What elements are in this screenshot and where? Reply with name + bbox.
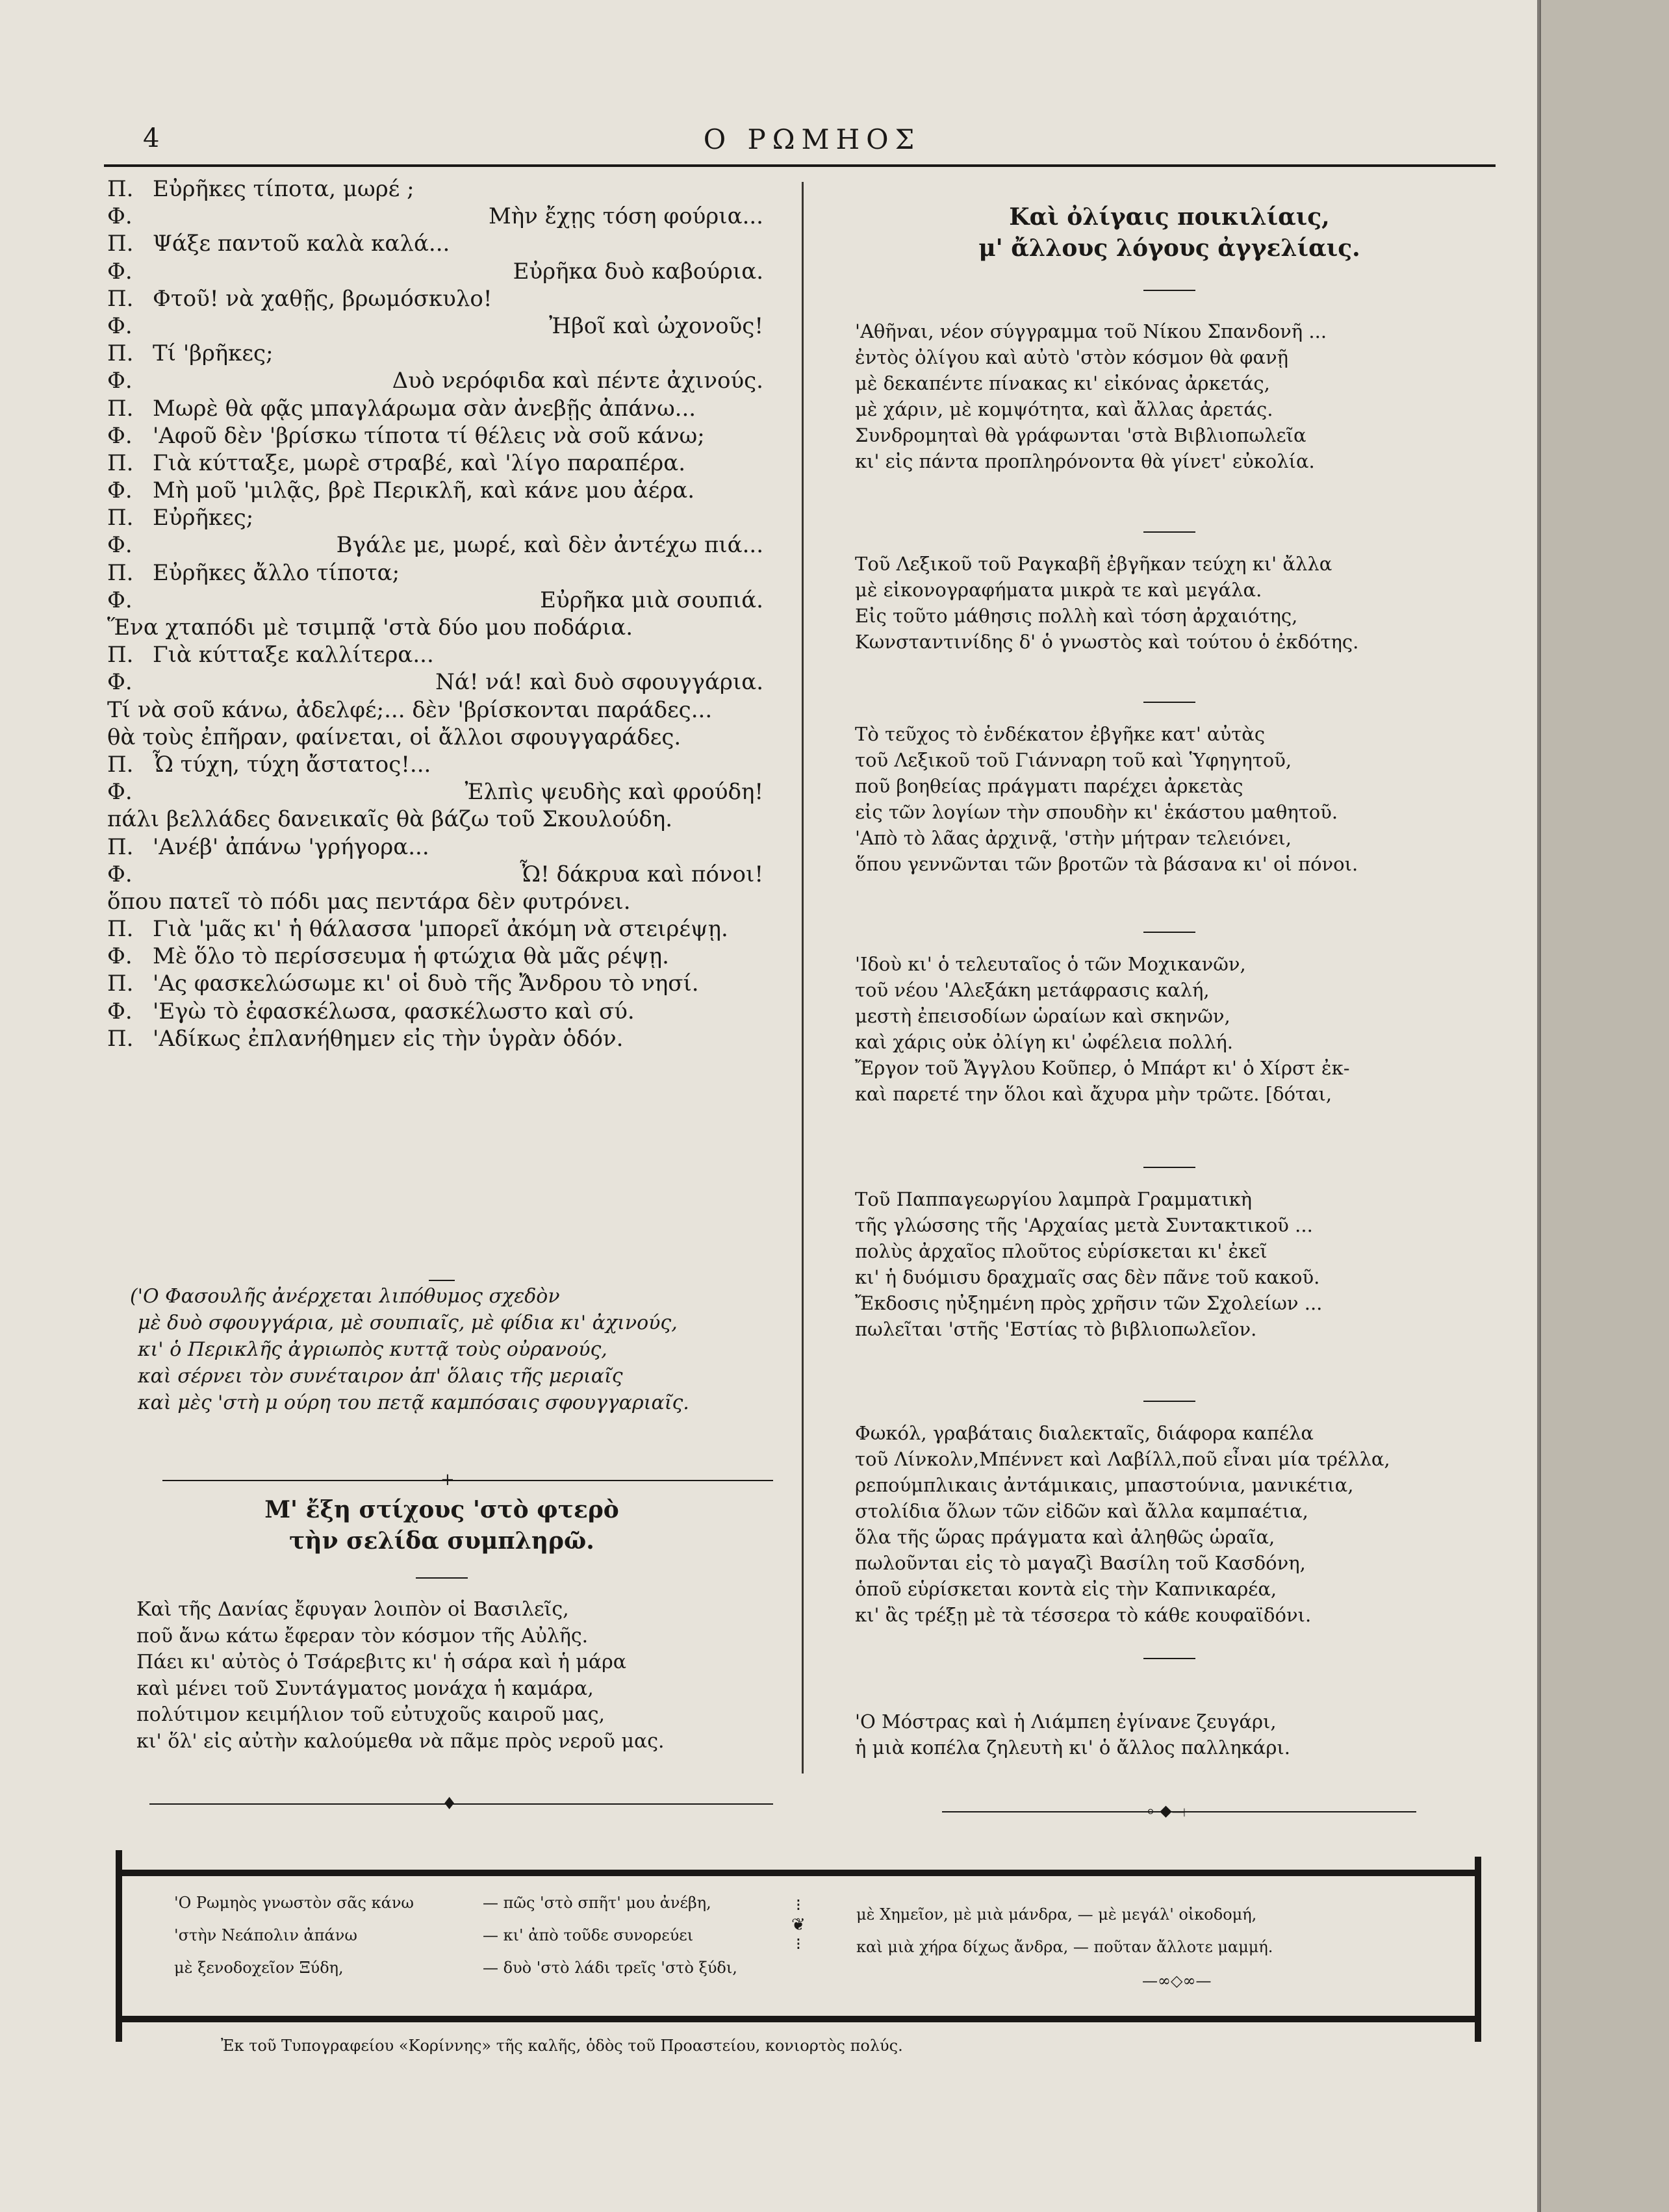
dialogue-text: πάλι βελλάδες δανεικαῖς θὰ βάζω τοῦ Σκουλούδη.: [107, 806, 673, 833]
ad-line: στολίδια ὅλων τῶν εἰδῶν καὶ ἄλλα καμπαέτια,: [855, 1500, 1308, 1522]
dialogue-text: Βγάλε με, μωρέ, καὶ δὲν ἀντέχω πιά...: [336, 532, 763, 559]
printer-imprint: Ἐκ τοῦ Τυπογραφείου «Κορίννης» τῆς καλῆς, ὁδὸς τοῦ Προαστείου, κονιορτὸς πολύς.: [221, 2037, 903, 2055]
notice-line: Ἔκδοσις ηὐξημένη πρὸς χρῆσιν τῶν Σχολείων ...: [855, 1292, 1323, 1314]
speaker-label: Π.: [107, 340, 134, 367]
footer-line: [174, 1954, 737, 1981]
dash-rule: [1143, 531, 1195, 533]
box-right-rule: [1475, 1857, 1481, 2042]
dialogue-text: θὰ τοὺς ἐπῆραν, φαίνεται, οἱ ἄλλοι σφουγγαράδες.: [107, 724, 682, 750]
section-heading: [117, 1494, 767, 1557]
notice-line: 'Ο Μόστρας καὶ ἡ Λιάμπεη ἐγίνανε ζευγάρι,: [855, 1710, 1277, 1733]
box-bottom-rule: [116, 2016, 1481, 2022]
poem-six-lines: [136, 1597, 665, 1755]
notice-line: πωλεῖται 'στῆς 'Εστίας τὸ βιβλιοπωλεῖον.: [855, 1318, 1257, 1340]
footer-line-b: — πῶς 'στὸ σπῆτ' μου ἀνέβη,: [483, 1894, 711, 1912]
dialogue-line: [107, 175, 789, 203]
speaker-label: Π.: [107, 395, 134, 422]
dialogue-line: [107, 531, 789, 559]
footer-line-a: 'Ο Ρωμηὸς γνωστὸν σᾶς κάνω: [174, 1894, 414, 1912]
poem-line: Πάει κι' αὐτὸς ὁ Τσάρεβιτς κι' ἡ σάρα καὶ ἡ μάρα: [136, 1651, 627, 1673]
heading-line: Καὶ ὀλίγαις ποικιλίαις,: [1009, 203, 1330, 231]
dialogue-text: Ὦ τύχη, τύχη ἄστατος!...: [153, 751, 431, 778]
page-header: [130, 123, 1494, 169]
speaker-label: Π.: [107, 1025, 134, 1052]
notice-line: καὶ παρετέ την ὅλοι καὶ ἄχυρα μὴν τρῶτε. [δόται,: [855, 1083, 1332, 1105]
section-rule: [149, 1803, 773, 1805]
footer-line-a: 'στὴν Νεάπολιν ἀπάνω: [174, 1926, 357, 1944]
dialogue-text: Μὴν ἔχῃς τόση φούρια...: [488, 203, 763, 230]
poem-line: πολύτιμον κειμήλιον τοῦ εὐτυχοῦς καιροῦ μας,: [136, 1703, 605, 1726]
dialogue-line: [107, 696, 789, 724]
dialogue-line: [107, 367, 789, 394]
box-left-rule: [116, 1850, 122, 2042]
dialogue-text: Εὐρῆκες;: [153, 505, 254, 531]
speaker-label: Φ.: [107, 998, 133, 1024]
notice-line: μὲ χάριν, μὲ κομψότητα, καὶ ἄλλας ἀρετάς.: [855, 398, 1273, 420]
ad-line: Φωκόλ, γραβάταις διαλεκταῖς, διάφορα καπέλα: [855, 1422, 1314, 1444]
notice-line: 'Απὸ τὸ λᾶας ἀρχινᾷ, 'στὴν μήτραν τελειόνει,: [855, 827, 1292, 849]
dialogue-text: Μὴ μοῦ 'μιλᾷς, βρὲ Περικλῆ, καὶ κάνε μου ἀέρα.: [153, 477, 695, 504]
dash-rule: [1143, 702, 1195, 703]
speaker-label: Π.: [107, 916, 134, 943]
poem-line: ποῦ ἄνω κάτω ἔφεραν τὸν κόσμον τῆς Αὐλῆς.: [136, 1624, 589, 1647]
notice-line: τοῦ Λεξικοῦ τοῦ Γιάνναρη τοῦ καὶ Ὑφηγητοῦ,: [855, 749, 1292, 771]
speaker-label: Φ.: [107, 669, 133, 696]
ad-line: ὅλα τῆς ὥρας πράγματα καὶ ἀληθῶς ὡραῖα,: [855, 1526, 1275, 1548]
speaker-label: Φ.: [107, 368, 133, 394]
dialogue-line: [107, 340, 789, 367]
notice-block: [855, 951, 1350, 1107]
footer-right-line: καὶ μιὰ χήρα δίχως ἄνδρα, — ποῦταν ἄλλοτε μαμμή.: [856, 1938, 1273, 1956]
dialogue-text: Ἐλπὶς ψευδὴς καὶ φρούδη!: [465, 779, 763, 806]
dialogue-line: [107, 477, 789, 504]
dash-rule: [1143, 1658, 1195, 1659]
speaker-label: Φ.: [107, 779, 133, 806]
notice-line: Κωνσταντινίδης δ' ὁ γνωστὸς καὶ τούτου ὁ ἐκδότης.: [855, 631, 1359, 653]
dialogue-text: Τί νὰ σοῦ κάνω, ἀδελφέ;... δὲν 'βρίσκονται παράδες...: [107, 696, 713, 723]
footer-line: [174, 1922, 694, 1949]
dialogue-line: [107, 888, 789, 915]
dialogue-line: [107, 915, 789, 943]
advertisement-block: [855, 1420, 1390, 1628]
notice-line: εἰς τῶν λογίων τὴν σπουδὴν κι' ἑκάστου μαθητοῦ.: [855, 801, 1338, 823]
right-heading: [845, 201, 1494, 264]
section-rule: [162, 1480, 773, 1481]
footer-line-a: μὲ ξενοδοχεῖον Ξύδη,: [174, 1959, 344, 1977]
dialogue-text: Γιὰ κύτταξε καλλίτερα...: [153, 642, 434, 668]
header-rule: [104, 164, 1496, 167]
dialogue-text: 'Ανέβ' ἀπάνω 'γρήγορα...: [153, 833, 429, 860]
notice-line: Εἰς τοῦτο μάθησις πολλὴ καὶ τόση ἀρχαιότης,: [855, 605, 1298, 627]
dialogue-text: Εὐρῆκα μιὰ σουπιά.: [540, 587, 763, 613]
poem-line: καὶ μένει τοῦ Συντάγματος μονάχα ἡ καμάρα,: [136, 1677, 594, 1700]
speaker-label: Φ.: [107, 203, 133, 230]
speaker-label: Φ.: [107, 587, 133, 613]
notice-line: Τοῦ Παππαγεωργίου λαμπρὰ Γραμματικὴ: [855, 1188, 1252, 1210]
notice-line: μὲ δεκαπέντε πίνακας κι' εἰκόνας ἀρκετάς,: [855, 372, 1270, 394]
speaker-label: Π.: [107, 751, 134, 778]
dash-rule: [429, 1280, 455, 1281]
dialogue-text: Μὲ ὅλο τὸ περίσσευμα ἡ φτώχια θὰ μᾶς ρέψῃ.: [153, 943, 669, 970]
notice-line: πολὺς ἀρχαῖος πλοῦτος εὑρίσκεται κι' ἐκεῖ: [855, 1240, 1268, 1262]
notice-line: Συνδρομηταὶ θὰ γράφωνται 'στὰ Βιβλιοπωλεῖα: [855, 424, 1306, 446]
ad-line: ὁποῦ εὑρίσκεται κοντὰ εἰς τὴν Καπνικαρέα,: [855, 1578, 1277, 1600]
stage-line: μὲ δυὸ σφουγγάρια, μὲ σουπιαῖς, μὲ φίδια κι' ἀχινούς,: [138, 1312, 678, 1334]
dash-rule: [1143, 1167, 1195, 1168]
notice-line: τῆς γλώσσης τῆς 'Αρχαίας μετὰ Συντακτικοῦ ...: [855, 1214, 1313, 1236]
dialogue-line: [107, 833, 789, 861]
notice-line: Ἔργον τοῦ Ἄγγλου Κοῦπερ, ὁ Μπάρτ κι' ὁ Χίρστ ἐκ-: [855, 1057, 1350, 1079]
stage-line: καὶ μὲς 'στὴ μ ούρη του πετᾷ καμπόσαις σφουγγαριαῖς.: [138, 1392, 689, 1414]
column-divider: [802, 182, 804, 1773]
dialogue-text: 'Αδίκως ἐπλανήθημεν εἰς τὴν ὑγρὰν ὁδόν.: [153, 1025, 624, 1052]
masthead: Ο ΡΩΜΗΟΣ: [703, 123, 921, 155]
box-top-rule: [116, 1870, 1481, 1876]
page-number: 4: [143, 123, 160, 153]
dialogue-text: 'Εγὼ τὸ ἐφασκέλωσα, φασκέλωστο καὶ σύ.: [153, 998, 635, 1024]
poem-line: Καὶ τῆς Δανίας ἔφυγαν λοιπὸν οἱ Βασιλεῖς,: [136, 1598, 569, 1621]
dash-rule: [1143, 1401, 1195, 1402]
speaker-label: Π.: [107, 176, 134, 202]
notice-line: ὅπου γεννῶνται τῶν βροτῶν τὰ βάσανα κι' οἱ πόνοι.: [855, 853, 1358, 875]
dialogue-line: [107, 943, 789, 970]
footer-notice-box: [116, 1870, 1481, 2022]
speaker-label: Π.: [107, 971, 134, 997]
dash-rule: [416, 1577, 468, 1579]
footer-line-b: — δυὸ 'στὸ λάδι τρεῖς 'στὸ ξύδι,: [483, 1959, 737, 1977]
dash-rule: [1143, 932, 1195, 933]
dialogue-text: Γιὰ κύτταξε, μωρὲ στραβέ, καὶ 'λίγο παραπέρα.: [153, 450, 686, 476]
dialogue-text: Εὐρῆκα δυὸ καβούρια.: [513, 258, 763, 285]
footer-ornament-icon: ⁝ ❦ ⁝: [791, 1896, 806, 1954]
dialogue-line: [107, 970, 789, 997]
speaker-label: Π.: [107, 505, 134, 531]
dialogue-text: 'Αφοῦ δὲν 'βρίσκω τίποτα τί θέλεις νὰ σοῦ κάνω;: [153, 422, 705, 449]
speaker-label: Π.: [107, 285, 134, 312]
dialogue-text: Ἠβοῖ καὶ ὠχονοῦς!: [549, 312, 763, 339]
dialogue-text: Ἕνα χταπόδι μὲ τσιμπᾷ 'στὰ δύο μου ποδάρια.: [107, 615, 633, 641]
dialogue-line: [107, 203, 789, 230]
stage-line: ('Ο Φασουλῆς ἀνέρχεται λιπόθυμος σχεδὸν: [130, 1285, 560, 1308]
speaker-label: Φ.: [107, 477, 133, 504]
poem-line: κι' ὅλ' εἰς αὐτὴν καλούμεθα νὰ πᾶμε πρὸς νεροῦ μας.: [136, 1729, 665, 1753]
dialogue-line: [107, 724, 789, 751]
speaker-label: Π.: [107, 833, 134, 860]
speaker-label: Φ.: [107, 532, 133, 559]
dialogue-line: [107, 285, 789, 312]
dialogue-line: [107, 258, 789, 285]
speaker-label: Π.: [107, 450, 134, 476]
dialogue-line: [107, 998, 789, 1025]
stage-line: κι' ὁ Περικλῆς ἀγριωπὸς κυττᾷ τοὺς οὐρανούς,: [138, 1338, 607, 1361]
rule-ornament: +: [440, 1470, 455, 1490]
dialogue-text: Ψάξε παντοῦ καλὰ καλά...: [153, 231, 450, 257]
dialogue-line: [107, 395, 789, 422]
dialogue-line: [107, 450, 789, 477]
dialogue-line: [107, 1025, 789, 1052]
speaker-label: Φ.: [107, 943, 133, 970]
dialogue-line: [107, 312, 789, 340]
notice-line: μὲ εἰκονογραφήματα μικρὰ τε καὶ μεγάλα.: [855, 579, 1262, 601]
dialogue-text: Τί 'βρῆκες;: [153, 340, 274, 367]
dialogue-text: Ὦ! δάκρυα καὶ πόνοι!: [520, 861, 763, 887]
notice-line: 'Ιδοὺ κι' ὁ τελευταῖος ὁ τῶν Μοχικανῶν,: [855, 953, 1246, 975]
dialogue-line: [107, 504, 789, 531]
dialogue-line: [107, 614, 789, 641]
notice-line: κι' εἰς πάντα προπληρόνοντα θὰ γίνετ' εὐκολία.: [855, 450, 1315, 472]
notice-block: [855, 318, 1327, 474]
notice-line: καὶ χάρις οὐκ ὀλίγη κι' ὠφέλεια πολλή.: [855, 1031, 1234, 1053]
speaker-label: Π.: [107, 231, 134, 257]
footer-line: [174, 1889, 711, 1916]
rule-ornament: ♦: [442, 1794, 457, 1814]
footer-right-line: μὲ Χημεῖον, μὲ μιὰ μάνδρα, — μὲ μεγάλ' οἰκοδομή,: [856, 1905, 1257, 1924]
rule-ornament: ⟜◆⟞: [1147, 1801, 1186, 1820]
ad-line: κι' ἂς τρέξῃ μὲ τὰ τέσσερα τὸ κάθε κουφαϊδόνι.: [855, 1604, 1312, 1626]
dialogue-text: Εὐρῆκες τίποτα, μωρέ ;: [153, 176, 414, 202]
heading-line: τὴν σελίδα συμπληρῶ.: [289, 1527, 594, 1555]
page-edge: [1540, 0, 1669, 2212]
dialogue-line: [107, 422, 789, 450]
heading-line: μ' ἄλλους λόγους ἀγγελίαις.: [978, 235, 1360, 262]
speaker-label: Φ.: [107, 312, 133, 339]
notice-line: Τὸ τεῦχος τὸ ἑνδέκατον ἐβγῆκε κατ' αὐτὰς: [855, 723, 1266, 745]
speaker-label: Φ.: [107, 258, 133, 285]
dialogue-line: [107, 230, 789, 257]
speaker-label: Φ.: [107, 422, 133, 449]
dialogue-text: Νά! νά! καὶ δυὸ σφουγγάρια.: [435, 669, 763, 696]
footer-flourish-icon: —∞◇∞—: [1142, 1972, 1212, 1990]
speaker-label: Π.: [107, 559, 134, 586]
stage-line: καὶ σέρνει τὸν συνέταιρον ἀπ' ὅλαις τῆς μεριαῖς: [138, 1365, 623, 1388]
dialogue-text: 'Ας φασκελώσωμε κι' οἱ δυὸ τῆς Ἄνδρου τὸ νησί.: [153, 971, 699, 997]
notice-line: μεστὴ ἐπεισοδίων ὡραίων καὶ σκηνῶν,: [855, 1005, 1230, 1027]
dialogue-line: [107, 806, 789, 833]
notice-line: Τοῦ Λεξικοῦ τοῦ Ραγκαβῆ ἐβγῆκαν τεύχη κι' ἄλλα: [855, 553, 1332, 575]
dialogue-line: [107, 668, 789, 696]
dialogue-line: [107, 751, 789, 778]
notice-line: 'Αθῆναι, νέον σύγγραμμα τοῦ Νίκου Σπανδονῆ ...: [855, 320, 1327, 342]
dialogue-column: [107, 175, 789, 1052]
notice-line: ποῦ βοηθείας πράγματι παρέχει ἀρκετὰς: [855, 775, 1243, 797]
dialogue-text: ὅπου πατεῖ τὸ πόδι μας πεντάρα δὲν φυτρόνει.: [107, 888, 631, 915]
dialogue-line: [107, 861, 789, 888]
ad-line: τοῦ Λίνκολν,Μπέννετ καὶ Λαβίλλ,ποῦ εἶναι μία τρέλλα,: [855, 1448, 1390, 1470]
notice-block: [855, 721, 1358, 877]
dash-rule: [1143, 290, 1195, 291]
dialogue-text: Φτοῦ! νὰ χαθῇς, βρωμόσκυλο!: [153, 285, 492, 312]
notice-block: [855, 1709, 1290, 1761]
dialogue-line: [107, 559, 789, 587]
footer-line-b: — κι' ἀπὸ τοῦδε συνορεύει: [483, 1926, 694, 1944]
dialogue-text: Μωρὲ θὰ φᾷς μπαγλάρωμα σὰν ἀνεβῇς ἀπάνω...: [153, 395, 696, 422]
dialogue-line: [107, 641, 789, 668]
ad-line: πωλοῦνται εἰς τὸ μαγαζὶ Βασίλη τοῦ Κασδόνη,: [855, 1552, 1306, 1574]
notice-line: κι' ἡ δυόμισυ δραχμαῖς σας δὲν πᾶνε τοῦ κακοῦ.: [855, 1266, 1320, 1288]
speaker-label: Π.: [107, 642, 134, 668]
ad-line: ρεπούμπλικαις ἀντάμικαις, μπαστούνια, μανικέτια,: [855, 1474, 1354, 1496]
notice-block: [855, 551, 1358, 655]
dialogue-line: [107, 587, 789, 614]
stage-direction: [130, 1283, 793, 1416]
dialogue-text: Εὐρῆκες ἄλλο τίποτα;: [153, 559, 400, 586]
dialogue-text: Γιὰ 'μᾶς κι' ἡ θάλασσα 'μπορεῖ ἀκόμη νὰ στειρέψῃ.: [153, 916, 728, 943]
notice-line: ἡ μιὰ κοπέλα ζηλευτὴ κι' ὁ ἄλλος παλληκάρι.: [855, 1736, 1290, 1759]
heading-line: Μ' ἔξη στίχους 'στὸ φτερὸ: [264, 1496, 619, 1523]
notice-block: [855, 1186, 1322, 1342]
dialogue-text: Δυὸ νερόφιδα καὶ πέντε ἀχινούς.: [392, 368, 763, 394]
speaker-label: Φ.: [107, 861, 133, 887]
notice-line: ἐντὸς ὀλίγου καὶ αὐτὸ 'στὸν κόσμον θὰ φανῇ: [855, 346, 1289, 368]
page-edge-line: [1537, 0, 1541, 2212]
dialogue-line: [107, 778, 789, 806]
notice-line: τοῦ νέου 'Αλεξάκη μετάφρασις καλή,: [855, 979, 1210, 1001]
